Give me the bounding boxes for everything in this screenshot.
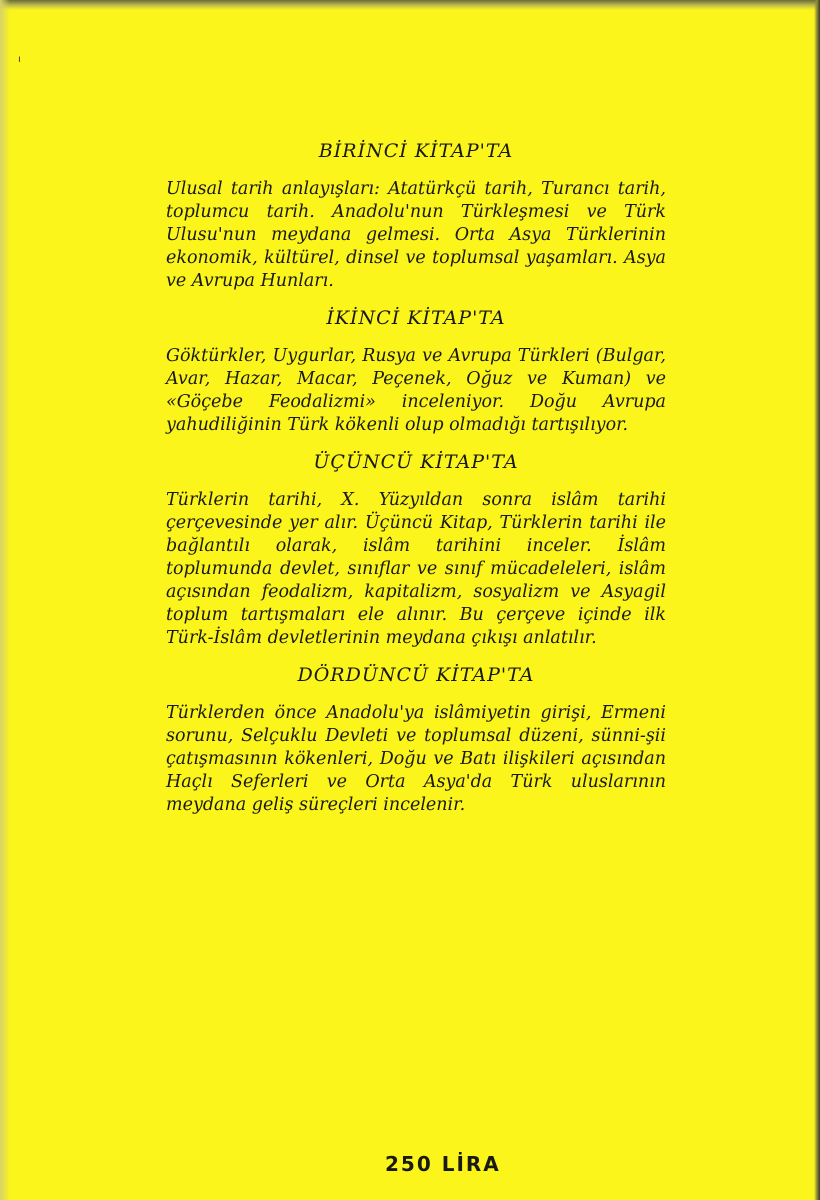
section-ucuncu — [166, 449, 666, 650]
section-heading: ÜÇÜNCÜ KİTAP'TA — [313, 451, 519, 473]
section-ikinci — [166, 305, 666, 437]
section-text: Göktürkler, Uygurlar, Rusya ve Avrupa Türkleri (Bulgar, Avar, Hazar, Macar, Peçenek, Oğuz ve Kuman) ve «Göçebe Feodalizmi» inceleniyor. Doğu Avrupa yahudiliğinin Türk kökenli olup olmadığı tartışılıyor. — [166, 346, 666, 435]
section-heading: İKİNCİ KİTAP'TA — [326, 307, 506, 329]
price-label: 250 LİRA — [385, 1152, 501, 1176]
stray-mark: ı — [18, 54, 21, 65]
section-text: Ulusal tarih anlayışları: Atatürkçü tarih, Turancı tarih, toplumcu tarih. Anadolu'nun Türkleşmesi ve Türk Ulusu'nun meydana gelmesi. Orta Asya Türklerinin ekonomik, kültürel, dinsel ve toplumsal yaşamları. Asya ve Avrupa Hunları. — [166, 179, 666, 291]
section-dorduncu — [166, 662, 666, 817]
section-birinci — [166, 138, 666, 293]
section-heading: BİRİNCİ KİTAP'TA — [318, 140, 514, 162]
section-text: Türklerin tarihi, X. Yüzyıldan sonra islâm tarihi çerçevesinde yer alır. Üçüncü Kitap, Türklerin tarihi ile bağlantılı olarak, islâm tarihini inceler. İslâm toplumunda devlet, sınıflar ve sınıf mücadeleleri, islâm açısından feodalizm, kapitalizm, sosyalizm ve Asyagil toplum tartışmaları ele alınır. Bu çerçeve içinde ilk Türk-İslâm devletlerinin meydana çıkışı anlatılır. — [166, 490, 666, 648]
section-heading: DÖRDÜNCÜ KİTAP'TA — [297, 664, 535, 686]
cover-edge-right — [814, 0, 820, 1200]
cover-edge-top — [0, 0, 820, 10]
section-text: Türklerden önce Anadolu'ya islâmiyetin girişi, Ermeni sorunu, Selçuklu Devleti ve toplumsal düzeni, sünni-şii çatışmasının kökenleri, Doğu ve Batı ilişkileri açısından Haçlı Seferleri ve Orta Asya'da Türk uluslarının meydana geliş süreçleri incelenir. — [166, 703, 666, 815]
cover-edge-left — [0, 0, 10, 1200]
cover-text-block — [166, 138, 666, 829]
